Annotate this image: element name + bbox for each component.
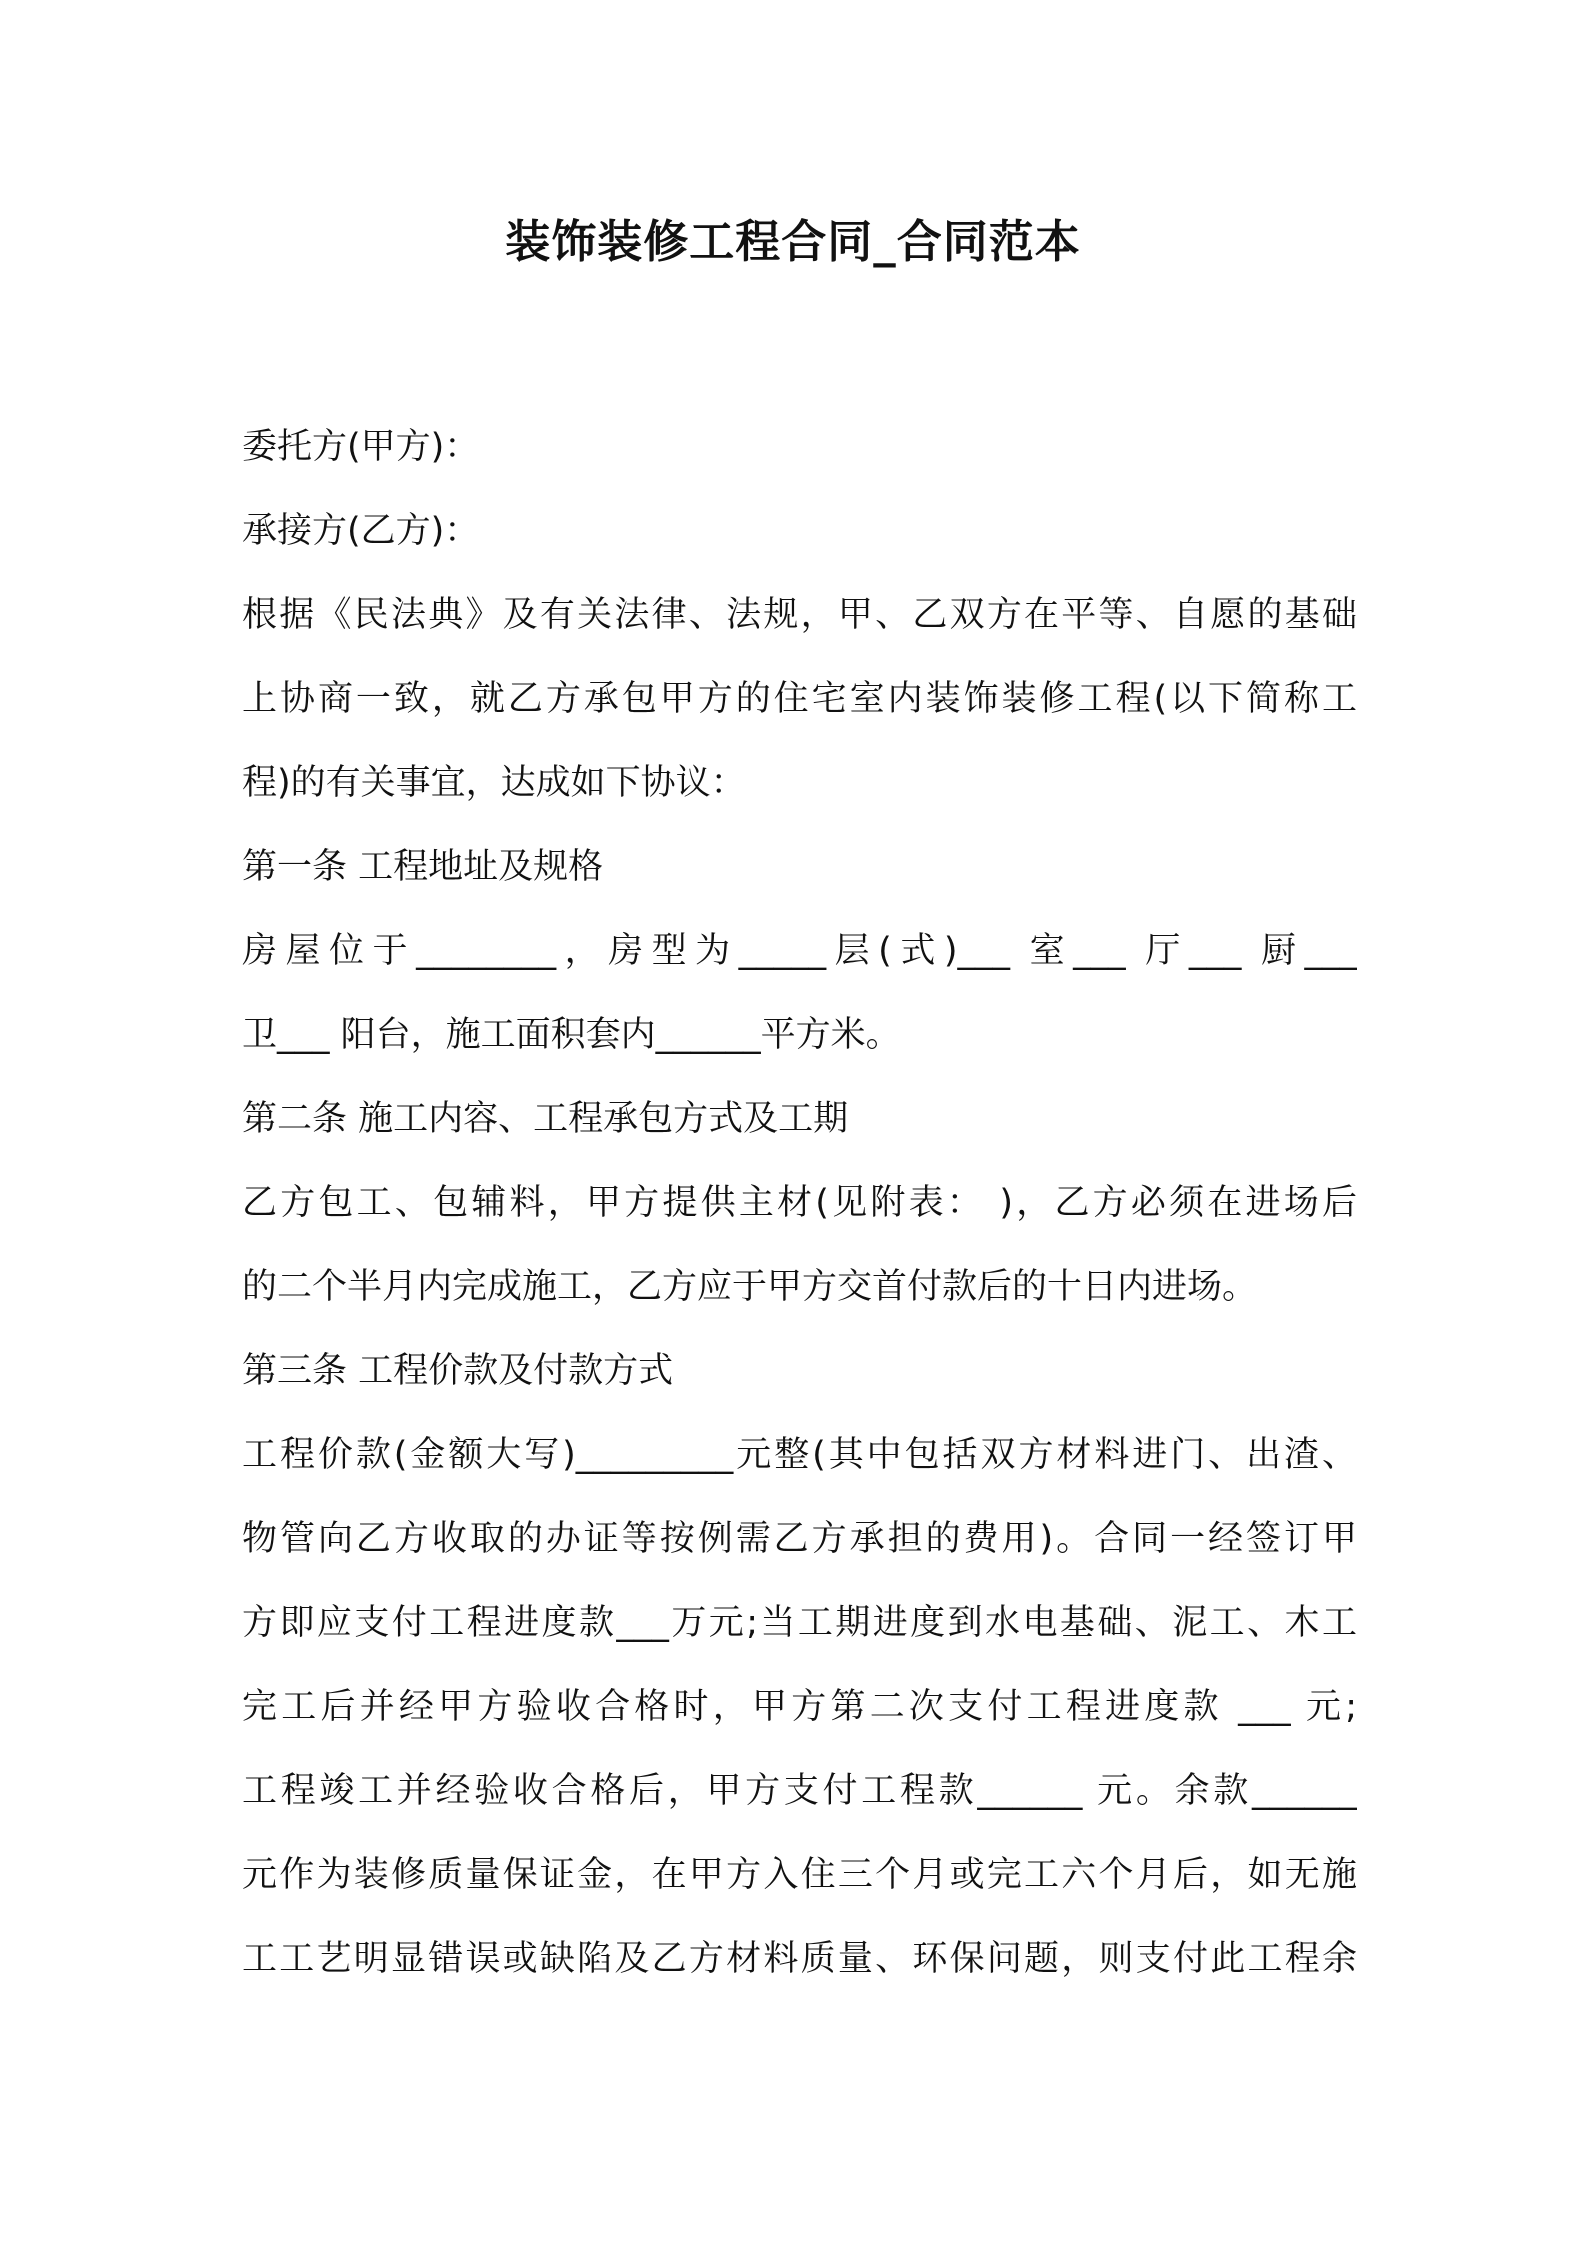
article-3-line-5: 工程竣工并经验收合格后，甲方支付工程款______ 元。余款______ — [242, 1771, 1357, 1811]
article-3-line-3: 方即应支付工程进度款___万元;当工期进度到水电基础、泥工、木工 — [242, 1603, 1357, 1643]
document-body — [242, 405, 1357, 2001]
article-2-line-2: 的二个半月内完成施工，乙方应于甲方交首付款后的十日内进场。 — [242, 1267, 1258, 1307]
document-title: 装饰装修工程合同_合同范本 — [505, 215, 1081, 268]
article-1-heading: 第一条 工程地址及规格 — [242, 847, 604, 887]
party-b-line: 承接方(乙方)： — [242, 511, 480, 551]
article-3-line-6: 元作为装修质量保证金，在甲方入住三个月或完工六个月后，如无施 — [242, 1855, 1357, 1895]
article-3-line-7: 工工艺明显错误或缺陷及乙方材料质量、环保问题，则支付此工程余 — [242, 1939, 1357, 1979]
preamble-line-2: 上协商一致，就乙方承包甲方的住宅室内装饰装修工程(以下简称工 — [242, 679, 1357, 719]
article-2-line-1: 乙方包工、包辅料，甲方提供主材(见附表： )，乙方必须在进场后 — [242, 1183, 1357, 1223]
article-3-line-4: 完工后并经甲方验收合格时，甲方第二次支付工程进度款 ___ 元; — [242, 1687, 1357, 1727]
article-3-heading: 第三条 工程价款及付款方式 — [242, 1351, 674, 1391]
preamble-line-1: 根据《民法典》及有关法律、法规，甲、乙双方在平等、自愿的基础 — [242, 595, 1357, 635]
article-3-line-2: 物管向乙方收取的办证等按例需乙方承担的费用)。合同一经签订甲 — [242, 1519, 1357, 1559]
party-a-line: 委托方(甲方)： — [242, 427, 480, 467]
article-3-line-1: 工程价款(金额大写)_________元整(其中包括双方材料进门、出渣、 — [242, 1435, 1357, 1475]
article-2-heading: 第二条 施工内容、工程承包方式及工期 — [242, 1099, 849, 1139]
article-1-line-2: 卫___ 阳台，施工面积套内______平方米。 — [242, 1015, 901, 1055]
preamble-line-3: 程)的有关事宜，达成如下协议： — [242, 763, 746, 803]
article-1-line-1: 房屋位于________，房型为_____层(式)___ 室___ 厅___ 厨___ — [242, 931, 1357, 971]
